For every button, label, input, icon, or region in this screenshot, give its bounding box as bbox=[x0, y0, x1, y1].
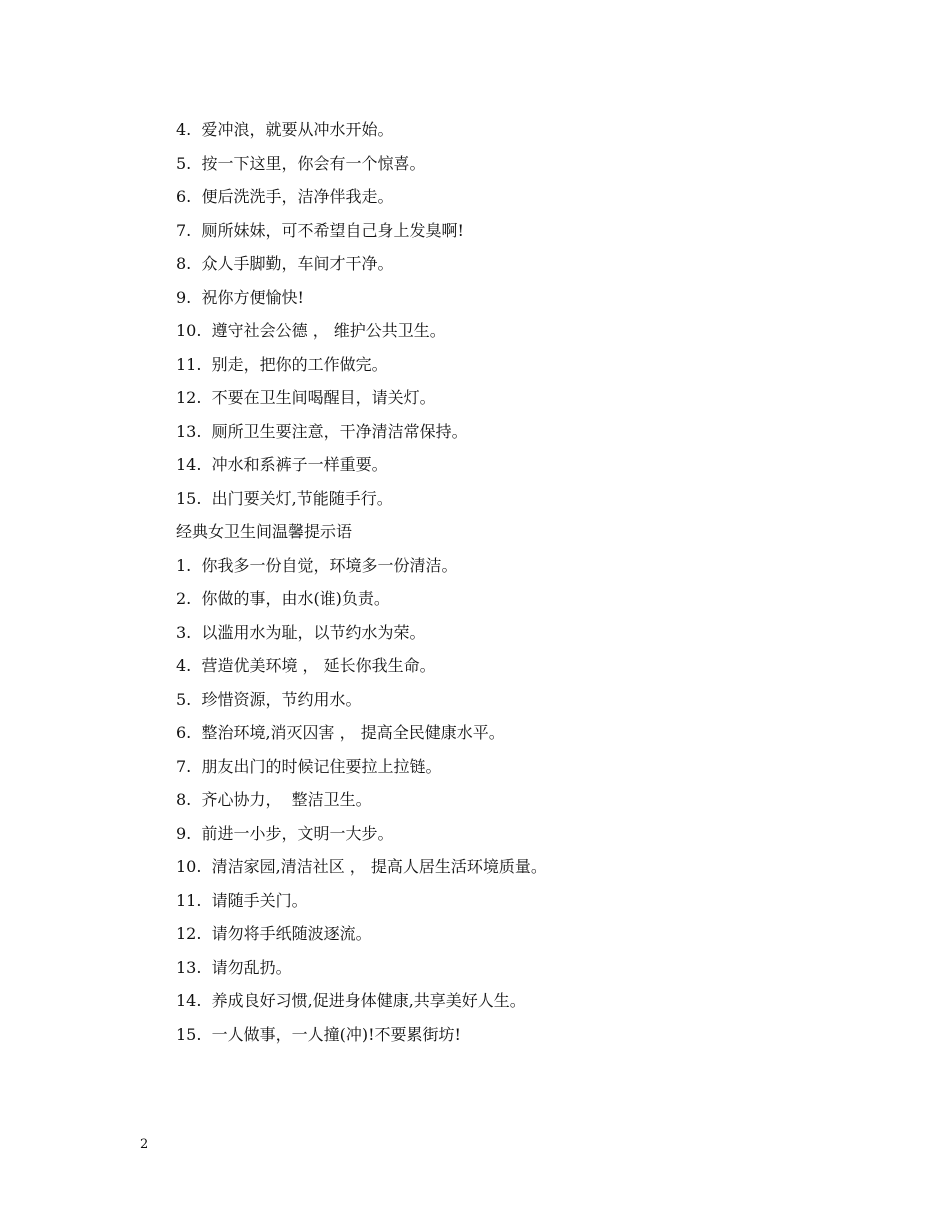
list-item: 11. 别走，把你的工作做完。 bbox=[176, 354, 388, 374]
list-item: 15. 一人做事，一人撞(冲)!不要累街坊! bbox=[176, 1024, 461, 1044]
page-number: 2 bbox=[140, 1137, 149, 1152]
list-item: 13. 请勿乱扔。 bbox=[176, 957, 292, 977]
section-heading: 经典女卫生间温馨提示语 bbox=[176, 522, 353, 541]
list-item: 4. 营造优美环境 ， 延长你我生命。 bbox=[176, 656, 436, 675]
page-content bbox=[176, 117, 876, 1055]
list-item: 11. 请随手关门。 bbox=[176, 890, 308, 910]
list-item: 3. 以滥用水为耻，以节约水为荣。 bbox=[176, 622, 426, 642]
list-item: 13. 厕所卫生要注意，干净清洁常保持。 bbox=[176, 421, 468, 441]
list-item: 4. 爱冲浪，就要从冲水开始。 bbox=[176, 120, 394, 139]
list-item: 1. 你我多一份自觉，环境多一份清洁。 bbox=[176, 555, 458, 575]
list-item: 15. 出门要关灯,节能随手行。 bbox=[176, 488, 393, 508]
list-item: 12. 请勿将手纸随波逐流。 bbox=[176, 924, 372, 943]
list-item: 14. 养成良好习惯,促进身体健康,共享美好人生。 bbox=[176, 991, 526, 1010]
list-item: 5. 按一下这里，你会有一个惊喜。 bbox=[176, 153, 426, 173]
list-item: 9. 前进一小步，文明一大步。 bbox=[176, 823, 394, 843]
list-item: 10. 清洁家园,清洁社区 ， 提高人居生活环境质量。 bbox=[176, 857, 547, 876]
list-item: 12. 不要在卫生间喝醒目，请关灯。 bbox=[176, 388, 436, 407]
list-item: 7. 厕所妹妹，可不希望自己身上发臭啊! bbox=[176, 220, 464, 240]
list-item: 9. 祝你方便愉快! bbox=[176, 287, 304, 307]
list-item: 6. 整治环境,消灭囚害 ， 提高全民健康水平。 bbox=[176, 723, 505, 742]
list-item: 8. 众人手脚勤，车间才干净。 bbox=[176, 254, 394, 273]
list-item: 10. 遵守社会公德 ， 维护公共卫生。 bbox=[176, 321, 446, 340]
list-item: 14. 冲水和系裤子一样重要。 bbox=[176, 455, 388, 474]
list-item: 2. 你做的事，由水(谁)负责。 bbox=[176, 589, 390, 608]
list-item: 8. 齐心协力， 整洁卫生。 bbox=[176, 790, 372, 809]
list-item: 5. 珍惜资源，节约用水。 bbox=[176, 689, 362, 709]
list-item: 7. 朋友出门的时候记住要拉上拉链。 bbox=[176, 756, 442, 776]
list-item: 6. 便后洗洗手，洁净伴我走。 bbox=[176, 187, 394, 206]
